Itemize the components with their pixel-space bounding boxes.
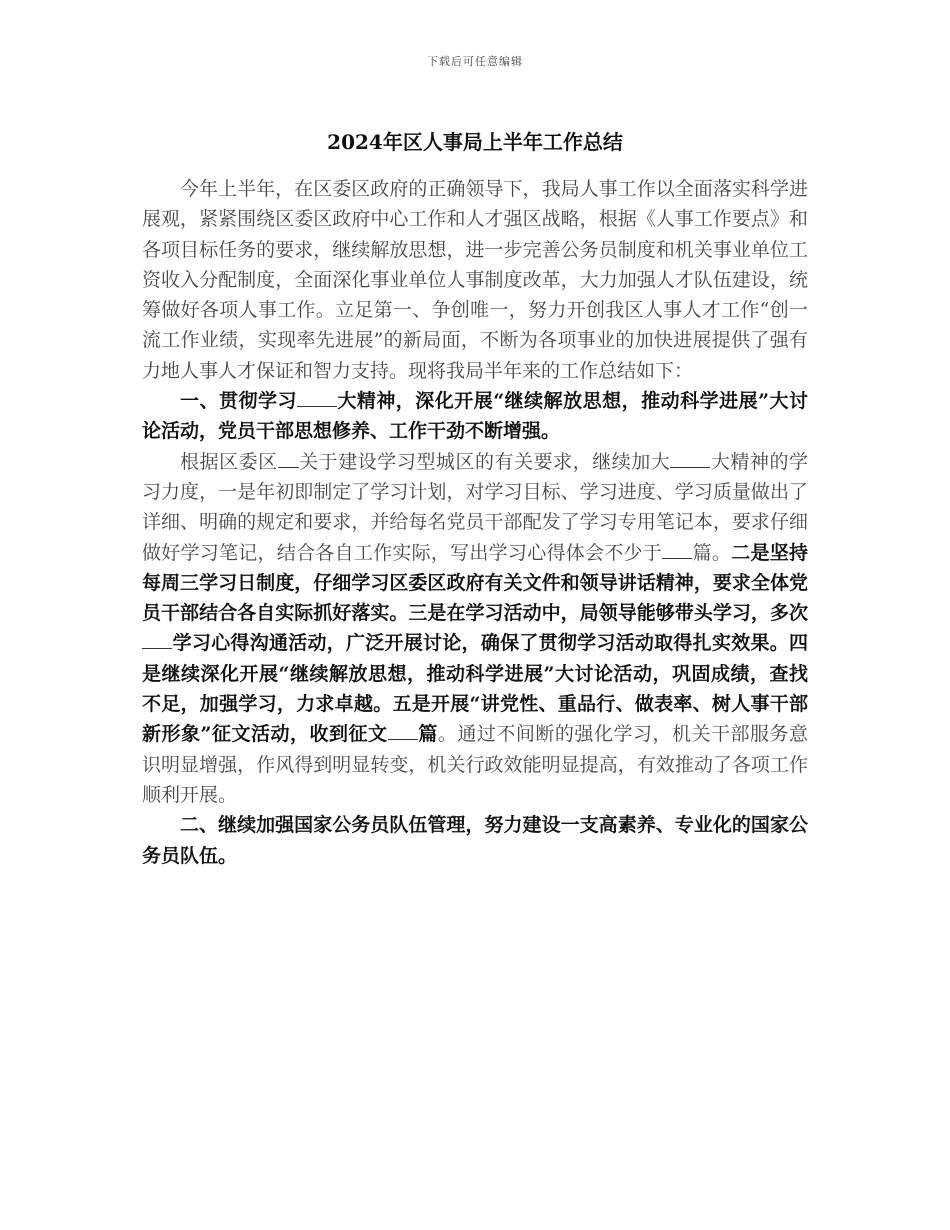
document-body — [142, 174, 808, 871]
blank-underline — [142, 629, 172, 649]
section-1-bold-text-b: 学习心得沟通活动，广泛开展讨论，确保了贯彻学习活动取得扎实效果。四是继续深化开展“继续解放思想，推动科学进展”大讨论活动，巩固成绩，查找不足，加强学习，力求卓越。五是开展“讲党性、重品行、做表率、树人事干部新形象”征文活动，收到征文 — [142, 632, 808, 746]
section-1-heading — [142, 386, 808, 447]
page-header-note: 下载后可任意编辑 — [427, 55, 523, 68]
blank-underline — [297, 387, 337, 407]
section-1-bold-text-c: 篇 — [417, 723, 438, 746]
blank-underline — [670, 448, 710, 468]
section-1-text-e: 。通过不间断的强化学习，机关干部服务意识明显增强，作风得到明显转变，机关行政效能明显提高，有效推动了各项工作顺利开展。 — [142, 723, 808, 806]
blank-underline — [662, 539, 692, 559]
blank-underline — [388, 720, 418, 740]
document-title: 2024年区人事局上半年工作总结 — [327, 130, 623, 154]
section-1-text-a: 根据区委区 — [180, 450, 278, 473]
section-1-heading-part-a: 一、贯彻学习 — [180, 390, 297, 413]
section-1-heading-part-b: 大精神，深化开展“继续解放思想，推动科学进展”大讨论活动，党员干部思想修养、工作干劲不断增强。 — [142, 390, 808, 443]
section-1-bold-text-a: 二是坚持每周三学习日制度，仔细学习区委区政府有关文件和领导讲话精神，要求全体党员干部结合各自实际抓好落实。三是在学习活动中，局领导能够带头学习，多次 — [142, 541, 808, 625]
intro-paragraph: 今年上半年，在区委区政府的正确领导下，我局人事工作以全面落实科学进展观，紧紧围绕区委区政府中心工作和人才强区战略，根据《人事工作要点》和各项目标任务的要求，继续解放思想，进一步完善公务员制度和机关事业单位工资收入分配制度，全面深化事业单位人事制度改革，大力加强人才队伍建设，统筹做好各项人事工作。立足第一、争创唯一，努力开创我区人事人才工作“创一流工作业绩，实现率先进展”的新局面，不断为各项事业的加快进展提供了强有力地人事人才保证和智力支持。现将我局半年来的工作总结如下： — [142, 178, 808, 382]
section-2-heading: 二、继续加强国家公务员队伍管理，努力建设一支高素养、专业化的国家公务员队伍。 — [142, 814, 808, 867]
section-1-text-b: 关于建设学习型城区的有关要求，继续加大 — [298, 450, 671, 473]
section-1-paragraph — [142, 447, 808, 811]
blank-underline — [278, 448, 299, 468]
section-1-text-c: 大精神的学习力度，一是年初即制定了学习计划，对学习目标、学习进度、学习质量做出了详细、明确的规定和要求，并给每名党员干部配发了学习专用笔记本，要求仔细做好学习笔记，结合各自工作实际，写出学习心得体会不少于 — [142, 450, 808, 564]
section-1-text-d: 篇。 — [692, 541, 732, 564]
